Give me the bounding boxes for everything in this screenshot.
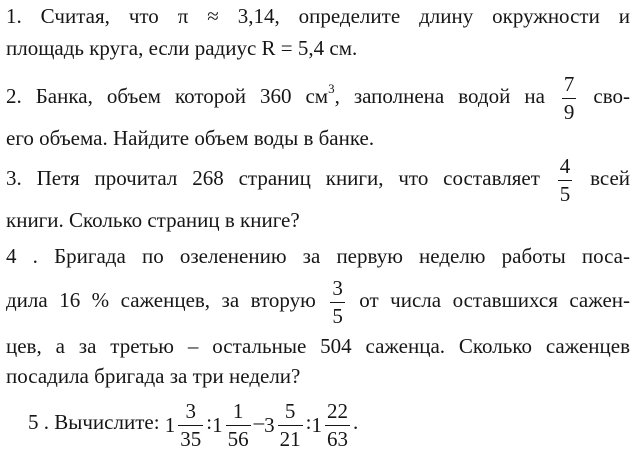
fraction-denominator: 21 (279, 426, 301, 451)
fraction-denominator: 5 (332, 303, 343, 328)
mixed-whole: 1 (212, 413, 223, 438)
mixed-number-1 (165, 395, 207, 453)
cubic-exponent: 3 (328, 81, 335, 96)
fraction-numerator: 1 (226, 401, 251, 426)
operator-divide: : (206, 410, 213, 434)
problem-4-line-4: посадила бригада за три недели? (6, 364, 301, 388)
problem-3-line-2: книги. Сколько страниц в книге? (6, 208, 300, 232)
mixed-whole: 1 (164, 413, 176, 438)
operator-divide: : (305, 410, 312, 434)
problem-4-line-3: цев, а за третью – остальные 504 саженца. Сколько саженцев (6, 334, 630, 358)
fraction-numerator: 22 (325, 401, 350, 426)
problem-2-line-2: его объема. Найдите объем воды в банке. (6, 126, 375, 150)
mixed-number-4 (311, 395, 353, 453)
problem-3-text-a: 3. Петя прочитал 268 страниц книги, что составляет (6, 166, 540, 190)
problem-4-line-2 (6, 272, 630, 328)
expression-period: . (352, 410, 359, 434)
mixed-whole: 1 (311, 413, 322, 438)
fraction-4-5 (558, 153, 573, 206)
mixed-whole: 3 (264, 413, 275, 438)
operator-minus: – (253, 410, 265, 434)
mixed-fraction (178, 398, 203, 451)
problem-1-line-1: 1. Считая, что π ≈ 3,14, определите длину окружности и (6, 4, 630, 28)
fraction-numerator: 5 (278, 401, 303, 426)
fraction-3-5 (330, 275, 345, 328)
problem-2-line-1 (6, 68, 630, 124)
problem-2-text-b: , заполнена водой на (334, 84, 545, 108)
fraction-denominator: 63 (326, 426, 348, 451)
problem-2-text-c: сво- (593, 84, 631, 108)
problem-5-label: 5 . Вычислите: (28, 410, 160, 434)
problem-4-text-b: от числа оставшихся сажен- (359, 288, 631, 312)
mixed-fraction (278, 398, 303, 451)
fraction-denominator: 35 (180, 426, 202, 451)
fraction-numerator: 7 (562, 74, 577, 99)
fraction-denominator: 56 (227, 426, 249, 451)
problem-5-expression (28, 394, 628, 453)
fraction-numerator: 3 (178, 401, 203, 426)
fraction-numerator: 4 (558, 156, 573, 181)
problem-4-line-1: 4 . Бригада по озеленению за первую неделю работы поса- (6, 244, 630, 268)
fraction-7-9 (562, 71, 577, 124)
fraction-denominator: 5 (559, 181, 571, 206)
problem-2-text-a: 2. Банка, объем которой 360 см (6, 84, 329, 108)
problem-4-text-a: дила 16 % саженцев, за вторую (6, 288, 316, 312)
problem-3-text-b: всей (590, 166, 631, 190)
problem-3-line-1 (6, 150, 630, 206)
mixed-fraction (325, 398, 350, 451)
fraction-denominator: 9 (563, 99, 575, 124)
mixed-number-2 (212, 395, 254, 453)
fraction-numerator: 3 (330, 278, 345, 303)
mixed-fraction (226, 398, 251, 451)
mixed-number-3 (264, 395, 306, 453)
problem-1-line-2: площадь круга, если радиус R = 5,4 см. (6, 36, 358, 60)
